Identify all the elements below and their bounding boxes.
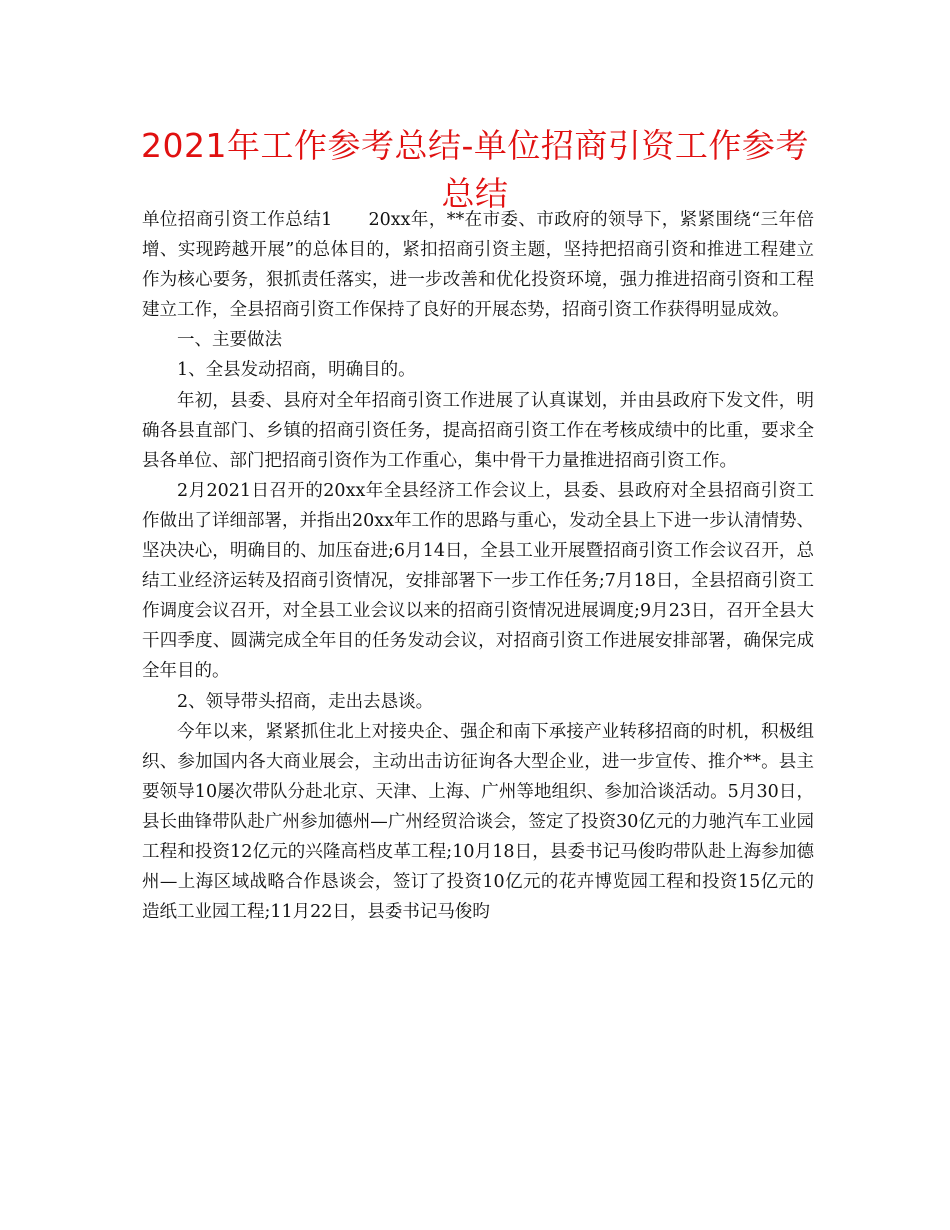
document-body	[142, 205, 814, 927]
body-paragraph: 2月2021日召开的20xx年全县经济工作会议上，县委、县政府对全县招商引资工作做出了详细部署，并指出20xx年工作的思路与重心，发动全县上下进一步认清情势、坚决决心，明确目的、加压奋进;6月14日，全县工业开展暨招商引资工作会议召开，总结工业经济运转及招商引资情况，安排部署下一步工作任务;7月18日，全县招商引资工作调度会议召开，对全县工业会议以来的招商引资情况进展调度;9月23日，召开全县大干四季度、圆满完成全年目的任务发动会议，对招商引资工作进展安排部署，确保完成全年目的。	[142, 480, 815, 682]
subsection-heading: 1、全县发动招商，明确目的。	[177, 360, 416, 381]
body-paragraph: 单位招商引资工作总结1 20xx年，**在市委、市政府的领导下，紧紧围绕“三年倍增、实现跨越开展”的总体目的，紧扣招商引资主题，坚持把招商引资和推进工程建立作为核心要务，狠抓责任落实，进一步改善和优化投资环境，强力推进招商引资和工程建立工作，全县招商引资工作保持了良好的开展态势，招商引资工作获得明显成效。	[142, 210, 814, 321]
document-title: 2021年工作参考总结-单位招商引资工作参考总结	[141, 126, 809, 213]
subsection-heading: 2、领导带头招商，走出去恳谈。	[177, 691, 434, 712]
section-heading: 一、主要做法	[177, 330, 282, 351]
body-paragraph: 年初，县委、县府对全年招商引资工作进展了认真谋划，并由县政府下发文件，明确各县直部门、乡镇的招商引资任务，提高招商引资工作在考核成绩中的比重，要求全县各单位、部门把招商引资作为工作重心，集中骨干力量推进招商引资工作。	[142, 390, 814, 471]
body-paragraph: 今年以来，紧紧抓住北上对接央企、强企和南下承接产业转移招商的时机，积极组织、参加国内各大商业展会，主动出击访征询各大型企业，进一步宣传、推介**。县主要领导10屡次带队分赴北京、天津、上海、广州等地组织、参加洽谈活动。5月30日，县长曲锋带队赴广州参加德州—广州经贸洽谈会，签定了投资30亿元的力驰汽车工业园工程和投资12亿元的兴隆高档皮革工程;10月18日，县委书记马俊昀带队赴上海参加德州—上海区域战略合作恳谈会，签订了投资10亿元的花卉博览园工程和投资15亿元的造纸工业园工程;11月22日，县委书记马俊昀	[142, 721, 814, 923]
